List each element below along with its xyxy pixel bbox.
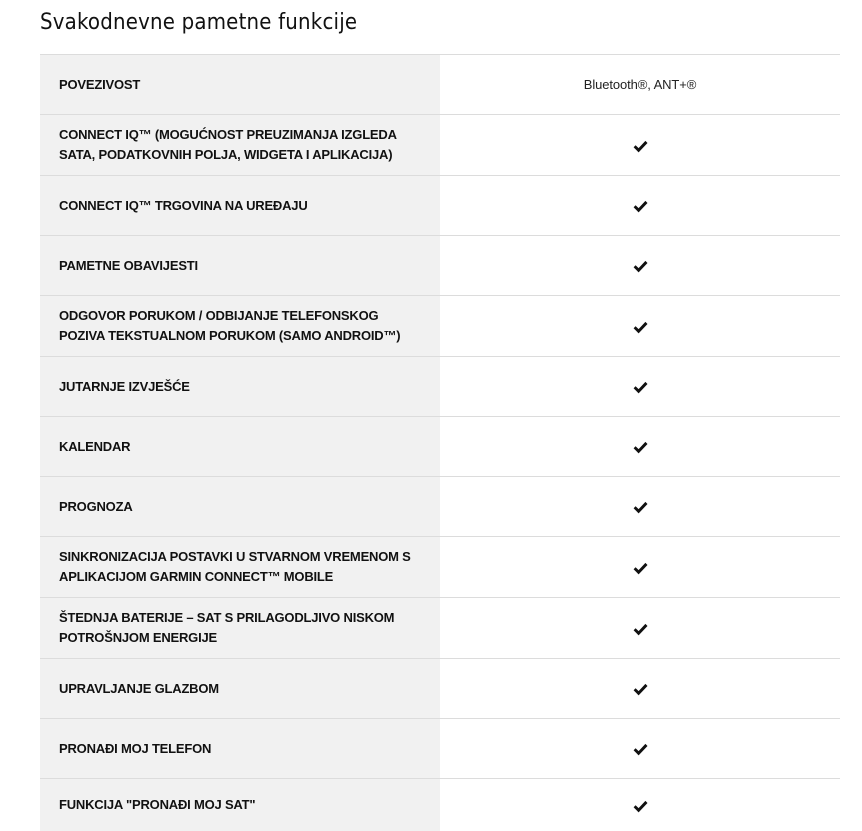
spec-label: ŠTEDNJA BATERIJE – SAT S PRILAGODLJIVO NISKOM POTROŠNJOM ENERGIJE <box>40 598 440 659</box>
spec-row-battery-saver <box>40 598 840 659</box>
spec-row-forecast <box>40 477 840 537</box>
spec-label: UPRAVLJANJE GLAZBOM <box>40 659 440 719</box>
spec-row-settings-sync <box>40 537 840 598</box>
spec-row-morning-report <box>40 357 840 417</box>
spec-row-find-my-phone <box>40 719 840 779</box>
spec-label: KALENDAR <box>40 417 440 477</box>
spec-row-calendar <box>40 417 840 477</box>
checkmark-icon <box>633 800 648 813</box>
spec-label: PAMETNE OBAVIJESTI <box>40 236 440 296</box>
checkmark-icon <box>633 623 648 636</box>
spec-label: POVEZIVOST <box>40 55 440 115</box>
spec-row-connect-iq <box>40 115 840 176</box>
spec-value <box>440 477 840 537</box>
spec-label: SINKRONIZACIJA POSTAVKI U STVARNOM VREMENOM S APLIKACIJOM GARMIN CONNECT™ MOBILE <box>40 537 440 598</box>
spec-label: PROGNOZA <box>40 477 440 537</box>
spec-row-find-my-watch <box>40 779 840 831</box>
spec-value-text: Bluetooth®, ANT+® <box>584 77 697 92</box>
checkmark-icon <box>633 743 648 756</box>
checkmark-icon <box>633 200 648 213</box>
spec-value <box>440 779 840 831</box>
spec-label: JUTARNJE IZVJEŠĆE <box>40 357 440 417</box>
spec-row-music-controls <box>40 659 840 719</box>
section-title: Svakodnevne pametne funkcije <box>40 8 357 38</box>
spec-value <box>440 176 840 236</box>
checkmark-icon <box>633 562 648 575</box>
spec-row-smart-notifications <box>40 236 840 296</box>
spec-value <box>440 598 840 659</box>
checkmark-icon <box>633 381 648 394</box>
spec-value <box>440 115 840 176</box>
spec-value <box>440 357 840 417</box>
spec-value <box>440 55 840 115</box>
checkmark-icon <box>633 501 648 514</box>
spec-row-connectivity <box>40 55 840 115</box>
spec-value <box>440 296 840 357</box>
checkmark-icon <box>633 321 648 334</box>
spec-row-text-reply <box>40 296 840 357</box>
spec-value <box>440 417 840 477</box>
spec-label: CONNECT IQ™ (MOGUĆNOST PREUZIMANJA IZGLEDA SATA, PODATKOVNIH POLJA, WIDGETA I APLIKACIJA) <box>40 115 440 176</box>
spec-value <box>440 537 840 598</box>
spec-value <box>440 719 840 779</box>
spec-label: FUNKCIJA "PRONAĐI MOJ SAT" <box>40 779 440 831</box>
spec-value <box>440 659 840 719</box>
spec-label: PRONAĐI MOJ TELEFON <box>40 719 440 779</box>
checkmark-icon <box>633 441 648 454</box>
spec-row-connect-iq-store <box>40 176 840 236</box>
spec-value <box>440 236 840 296</box>
checkmark-icon <box>633 683 648 696</box>
checkmark-icon <box>633 260 648 273</box>
spec-label: CONNECT IQ™ TRGOVINA NA UREĐAJU <box>40 176 440 236</box>
checkmark-icon <box>633 140 648 153</box>
spec-label: ODGOVOR PORUKOM / ODBIJANJE TELEFONSKOG POZIVA TEKSTUALNOM PORUKOM (SAMO ANDROID™) <box>40 296 440 357</box>
spec-table <box>40 54 840 831</box>
